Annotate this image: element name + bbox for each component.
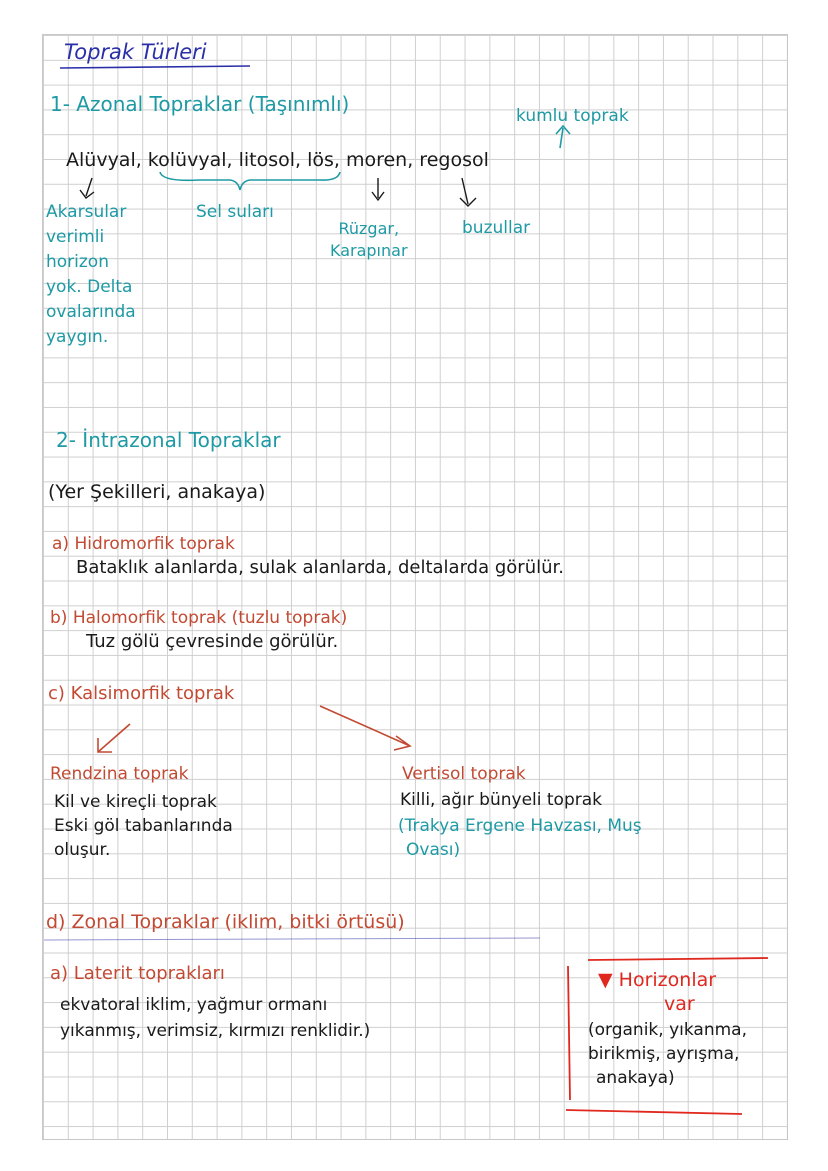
azonal-heading: 1- Azonal Topraklar (Taşınımlı) bbox=[50, 92, 350, 116]
laterit-text bbox=[60, 992, 370, 1044]
note-line: birikmiş, ayrışma, bbox=[588, 1044, 740, 1064]
note-text bbox=[588, 1018, 747, 1090]
ruzgar-note bbox=[330, 218, 408, 262]
rendzina-line: Kil ve kireçli toprak bbox=[54, 792, 217, 812]
akarsu-line: Akarsular bbox=[46, 202, 127, 222]
laterit-line: ekvatoral iklim, yağmur ormanı bbox=[60, 995, 328, 1015]
hidromorfik-title: a) Hidromorfik toprak bbox=[52, 534, 235, 554]
halomorfik-title: b) Halomorfik toprak (tuzlu toprak) bbox=[50, 608, 348, 628]
vertisol-note-line: Ovası) bbox=[406, 840, 461, 860]
akarsu-line: yaygın. bbox=[46, 327, 109, 347]
note-heading-var: var bbox=[664, 993, 695, 1015]
halomorfik-text: Tuz gölü çevresinde görülür. bbox=[86, 631, 339, 652]
laterit-line: yıkanmış, verimsiz, kırmızı renklidir.) bbox=[60, 1021, 371, 1041]
warning-icon: ▼ bbox=[598, 969, 613, 991]
sel-sulari-note: Sel suları bbox=[196, 202, 274, 222]
akarsu-line: verimli bbox=[46, 227, 105, 247]
intrazonal-factors: (Yer Şekilleri, anakaya) bbox=[48, 481, 266, 503]
kalsimorfik-title: c) Kalsimorfik toprak bbox=[48, 683, 235, 704]
kumlu-toprak-note: kumlu toprak bbox=[516, 106, 629, 126]
note-heading bbox=[598, 970, 716, 990]
buzullar-note: buzullar bbox=[462, 218, 531, 238]
note-line: anakaya) bbox=[596, 1068, 675, 1088]
rendzina-text bbox=[54, 790, 233, 862]
note-heading-text: Horizonlar bbox=[618, 969, 717, 991]
ruzgar-line: Rüzgar, bbox=[338, 219, 400, 238]
vertisol-note-line: (Trakya Ergene Havzası, Muş bbox=[398, 816, 642, 836]
intrazonal-heading: 2- İntrazonal Topraklar bbox=[56, 428, 281, 452]
akarsu-line: yok. Delta bbox=[46, 277, 133, 297]
vertisol-note bbox=[398, 814, 642, 862]
note-line: (organik, yıkanma, bbox=[588, 1020, 747, 1040]
azonal-types-line: Alüvyal, kolüvyal, litosol, lös, moren, regosol bbox=[66, 149, 489, 171]
rendzina-line: Eski göl tabanlarında bbox=[54, 816, 233, 836]
ruzgar-line: Karapınar bbox=[330, 241, 408, 260]
akarsu-note bbox=[46, 200, 136, 350]
zonal-heading: d) Zonal Topraklar (iklim, bitki örtüsü) bbox=[46, 911, 405, 933]
vertisol-title: Vertisol toprak bbox=[402, 764, 526, 784]
page-title: Toprak Türleri bbox=[64, 40, 207, 64]
akarsu-line: ovalarında bbox=[46, 302, 136, 322]
laterit-title: a) Laterit toprakları bbox=[50, 963, 225, 984]
rendzina-title: Rendzina toprak bbox=[50, 764, 189, 784]
vertisol-text: Killi, ağır bünyeli toprak bbox=[400, 790, 602, 810]
hidromorfik-text: Bataklık alanlarda, sulak alanlarda, deltalarda görülür. bbox=[76, 557, 564, 578]
rendzina-line: oluşur. bbox=[54, 840, 111, 860]
akarsu-line: horizon bbox=[46, 252, 109, 272]
